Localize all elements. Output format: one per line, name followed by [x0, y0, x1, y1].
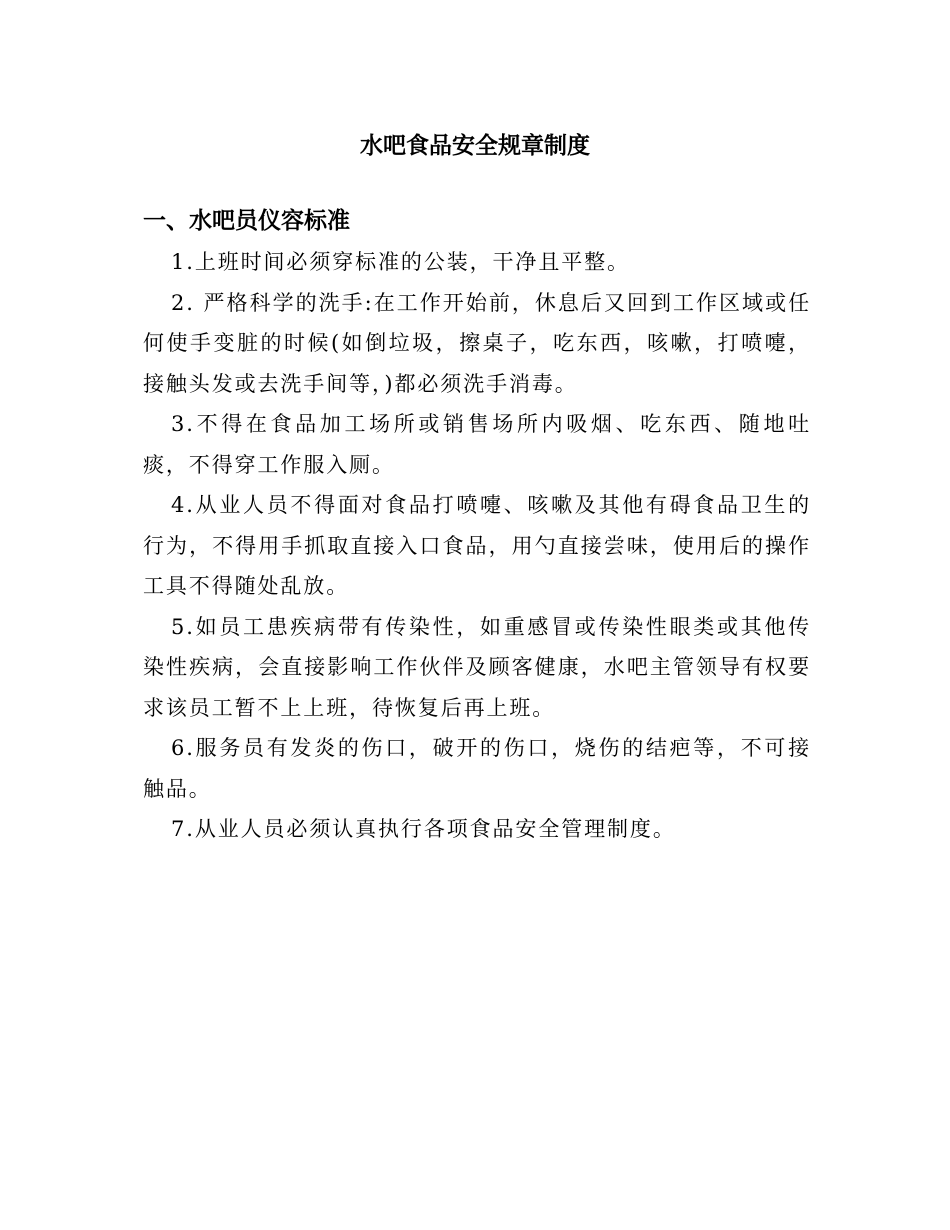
- rule-item-7: 7.从业人员必须认真执行各项食品安全管理制度。: [171, 817, 676, 841]
- rule-item-3: 3.不得在食品加工场所或销售场所内吸烟、吃东西、随地吐痰，不得穿工作服入厕。: [143, 412, 811, 477]
- section-heading: 一、水吧员仪容标准: [143, 208, 350, 234]
- rule-item-5: 5.如员工患疾病带有传染性，如重感冒或传染性眼类或其他传染性疾病，会直接影响工作伙伴及顾客健康，水吧主管领导有权要求该员工暂不上上班，待恢复后再上班。: [143, 614, 811, 720]
- rule-item-2: 2. 严格科学的洗手:在工作开始前，休息后又回到工作区域或任何使手变脏的时候(如倒垃圾，擦桌子，吃东西，咳嗽，打喷嚏，接触头发或去洗手间等，)都必须洗手消毒。: [143, 290, 811, 396]
- rule-item-6: 6.服务员有发炎的伤口，破开的伤口，烧伤的结疤等，不可接触品。: [143, 736, 811, 801]
- rules-list: [143, 242, 811, 850]
- rule-item-1: 1.上班时间必须穿标准的公装，干净且平整。: [171, 250, 630, 274]
- rule-item-4: 4.从业人员不得面对食品打喷嚏、咳嗽及其他有碍食品卫生的行为，不得用手抓取直接入口食品，用勺直接尝味，使用后的操作工具不得随处乱放。: [143, 493, 811, 598]
- document-title: 水吧食品安全规章制度: [360, 133, 590, 159]
